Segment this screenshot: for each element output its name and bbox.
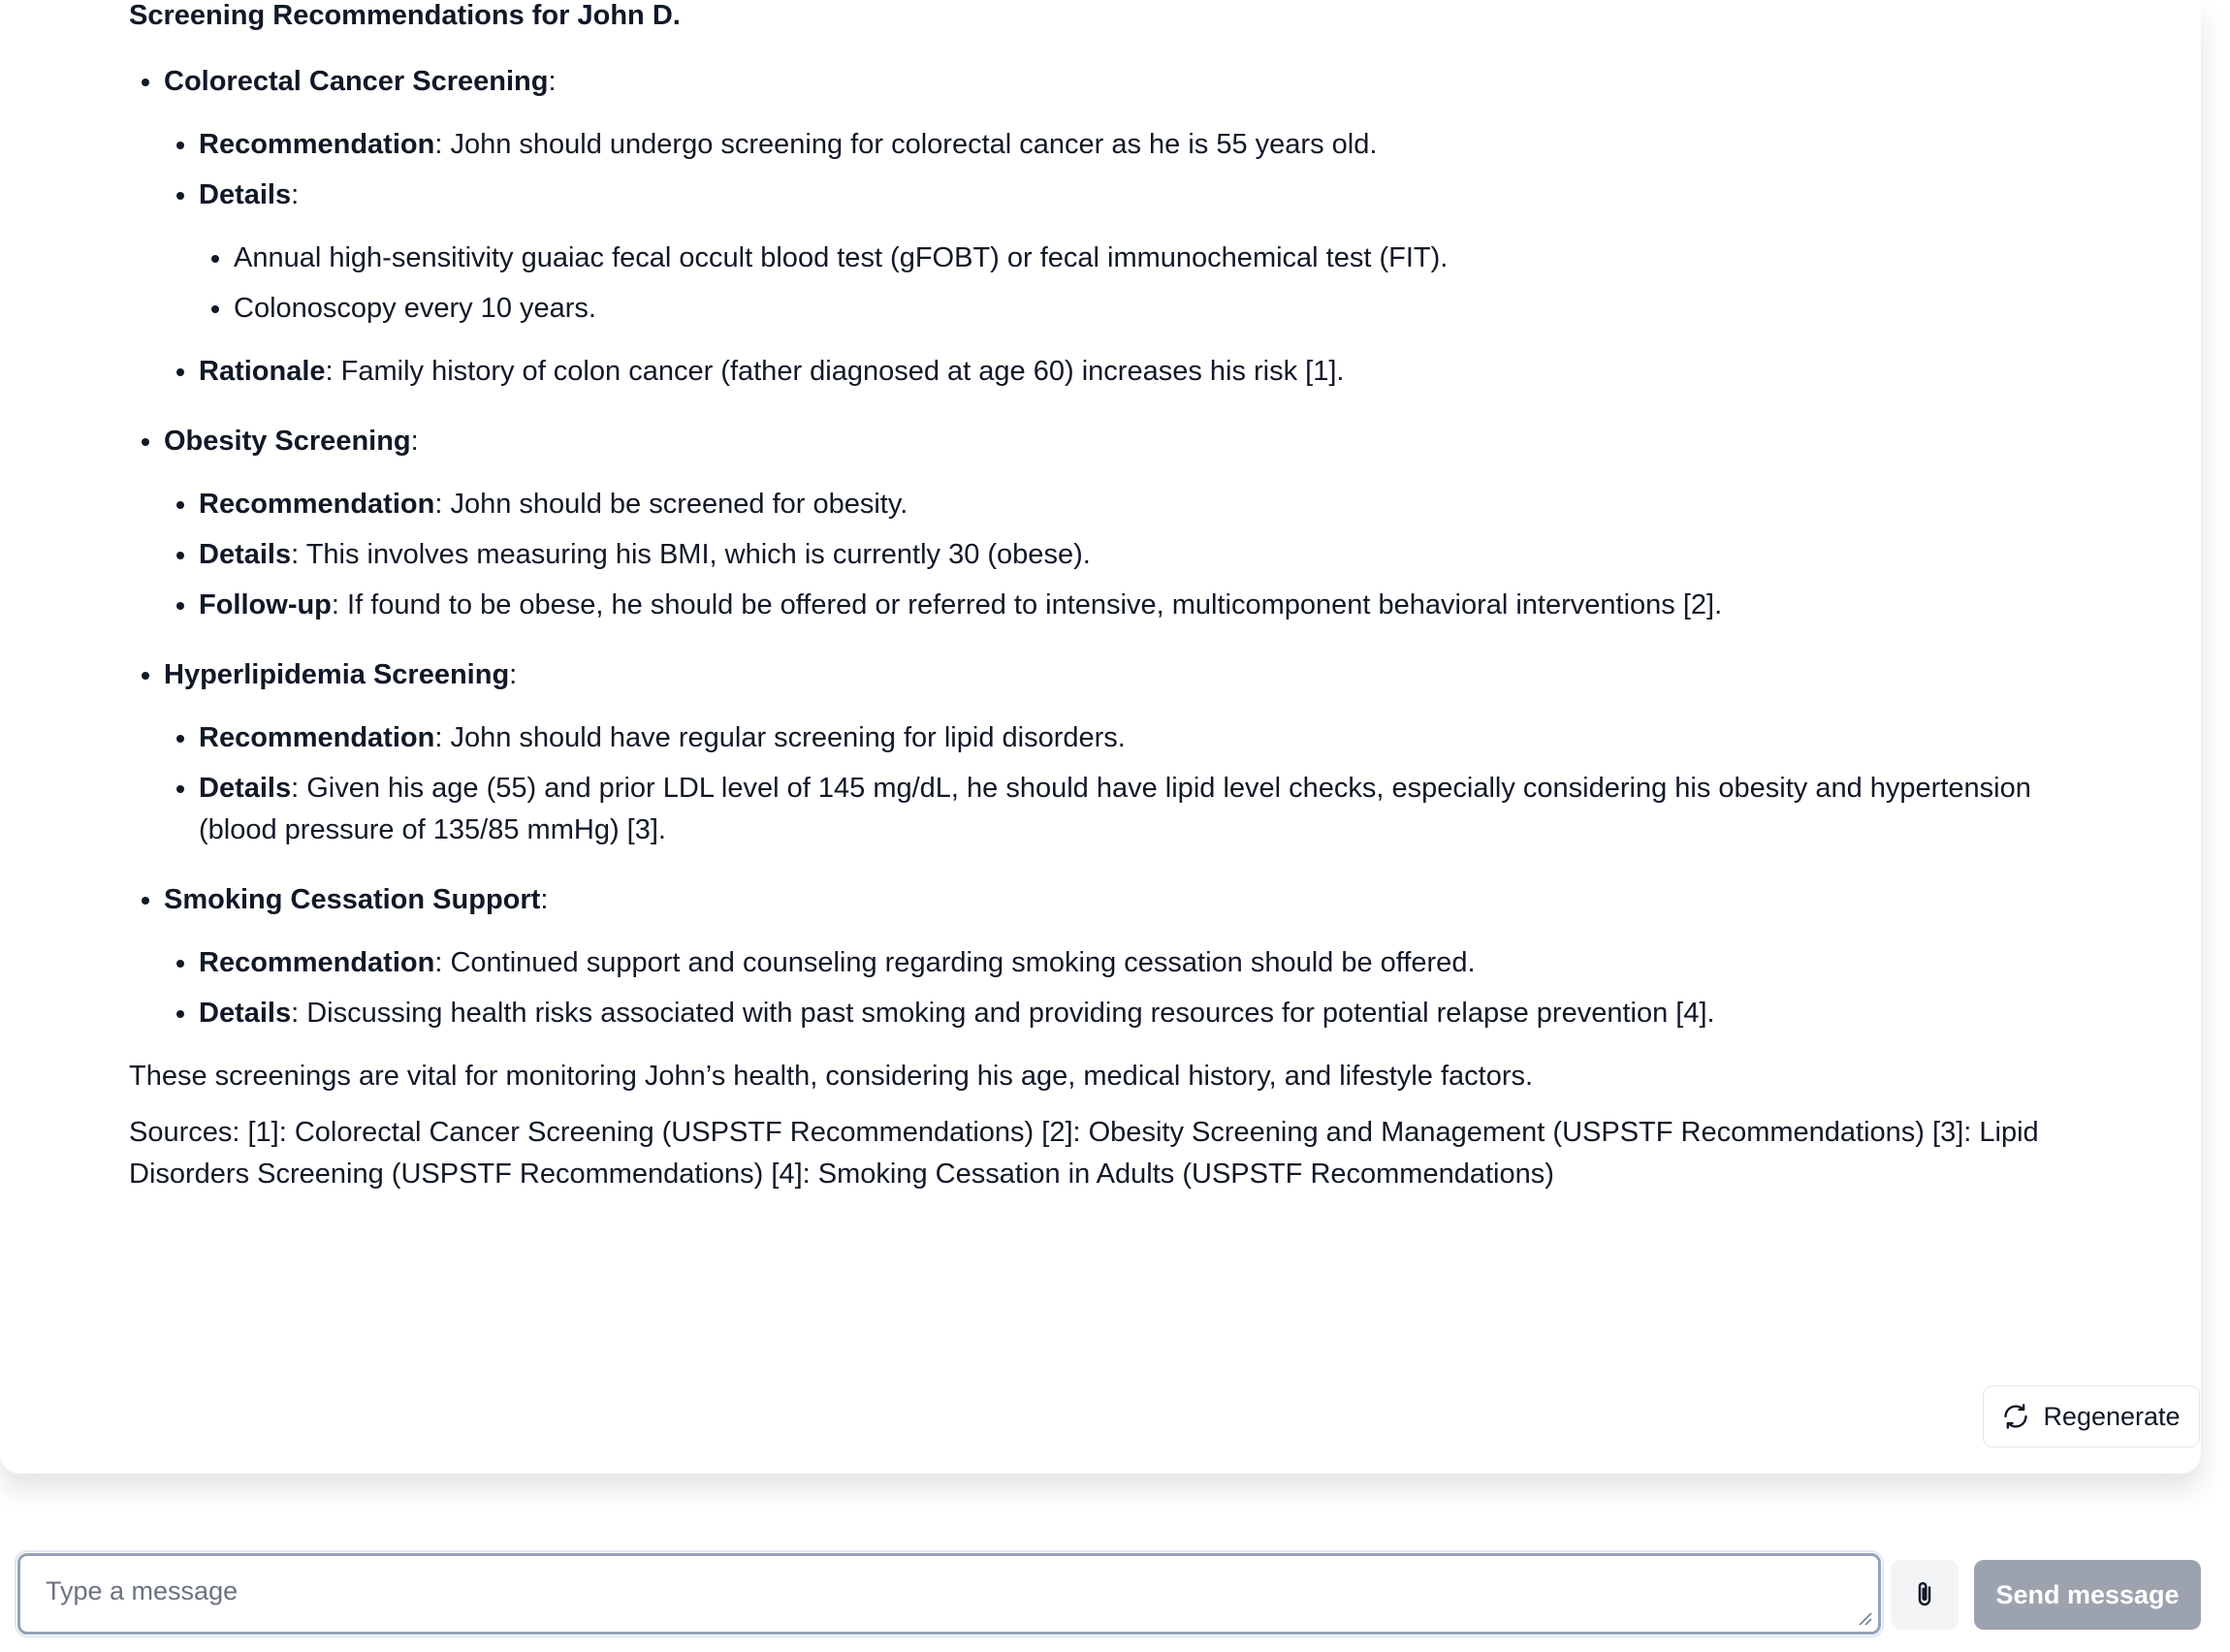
section-items — [164, 717, 2097, 851]
message-input[interactable] — [20, 1556, 1878, 1632]
paperclip-icon — [1910, 1580, 1939, 1609]
item-text: : Discussing health risks associated with past smoking and providing resources for potential relapse prevention [4]. — [291, 998, 1715, 1029]
item-text: : John should be screened for obesity. — [434, 489, 908, 520]
list-item — [199, 993, 2097, 1034]
assistant-message — [129, 0, 2097, 1195]
item-text: : This involves measuring his BMI, which is currently 30 (obese). — [291, 539, 1091, 570]
sub-list-item: • Annual high-sensitivity guaiac fecal occult blood test (gFOBT) or fecal immunochemical test (FIT). — [234, 238, 2097, 279]
list-item — [199, 124, 2097, 166]
section-colorectal — [164, 61, 2097, 393]
item-label: Recommendation — [199, 129, 435, 160]
item-text: : John should undergo screening for colorectal cancer as he is 55 years old. — [434, 129, 1378, 160]
item-label: Rationale — [199, 356, 326, 387]
section-colon: : — [509, 659, 518, 690]
section-heading: Colorectal Cancer Screening — [164, 66, 549, 97]
item-label: Details — [199, 539, 292, 570]
item-label: Follow-up — [199, 589, 332, 620]
section-colon: : — [410, 426, 419, 457]
section-list — [129, 61, 2097, 1034]
message-title: Screening Recommendations for John D. — [129, 0, 681, 31]
detail-sublist — [199, 238, 2097, 330]
sub-list-item: • Colonoscopy every 10 years. — [234, 288, 2097, 330]
item-label: Details — [199, 179, 292, 210]
section-hyperlipidemia — [164, 654, 2097, 851]
item-label: Recommendation — [199, 947, 435, 978]
send-message-button[interactable]: Send message — [1974, 1560, 2201, 1630]
section-heading: Smoking Cessation Support — [164, 884, 541, 915]
resize-grip-icon[interactable] — [1857, 1610, 1872, 1626]
item-text: : If found to be obese, he should be offered or referred to intensive, multicomponent behavioral interventions [2]. — [331, 589, 1723, 620]
item-text: : Given his age (55) and prior LDL level of 145 mg/dL, he should have lipid level checks, especially considering his obesity and hypertension (blood pressure of 135/85 mmHg) [3]. — [199, 773, 2031, 845]
section-obesity — [164, 421, 2097, 626]
list-item — [199, 484, 2097, 525]
summary-paragraph: These screenings are vital for monitoring John’s health, considering his age, medical history, and lifestyle factors. — [129, 1061, 1534, 1092]
section-items — [164, 124, 2097, 393]
list-item — [199, 534, 2097, 576]
item-label: Details — [199, 998, 292, 1029]
section-colon: : — [540, 884, 549, 915]
section-items — [164, 484, 2097, 626]
section-smoking-cessation — [164, 879, 2097, 1034]
list-item — [199, 585, 2097, 626]
sources-paragraph: Sources: [1]: Colorectal Cancer Screening (USPSTF Recommendations) [2]: Obesity Screening and Management (USPSTF Recommendations) [3]: Lipid Disorders Screening (USPSTF Recommendations) [4]: Smoking Cessation in Adults (USPSTF Recommendations) — [129, 1117, 2039, 1190]
item-label: Recommendation — [199, 489, 435, 520]
attach-button[interactable] — [1891, 1560, 1959, 1630]
list-item — [199, 175, 2097, 330]
list-item — [199, 717, 2097, 759]
item-text: : Family history of colon cancer (father diagnosed at age 60) increases his risk [1]. — [325, 356, 1345, 387]
regenerate-label: Regenerate — [2043, 1401, 2181, 1431]
item-text: : John should have regular screening for lipid disorders. — [434, 722, 1126, 753]
item-label: Recommendation — [199, 722, 435, 753]
message-composer — [17, 1553, 1881, 1635]
list-item — [199, 942, 2097, 984]
section-colon: : — [548, 66, 557, 97]
item-text: : — [291, 179, 300, 210]
list-item — [199, 351, 2097, 393]
section-items — [164, 942, 2097, 1034]
list-item — [199, 768, 2097, 851]
item-label: Details — [199, 773, 292, 804]
section-heading: Obesity Screening — [164, 426, 411, 457]
refresh-icon — [2002, 1403, 2029, 1430]
regenerate-button[interactable] — [1983, 1385, 2200, 1447]
section-heading: Hyperlipidemia Screening — [164, 659, 510, 690]
item-text: : Continued support and counseling regarding smoking cessation should be offered. — [434, 947, 1476, 978]
